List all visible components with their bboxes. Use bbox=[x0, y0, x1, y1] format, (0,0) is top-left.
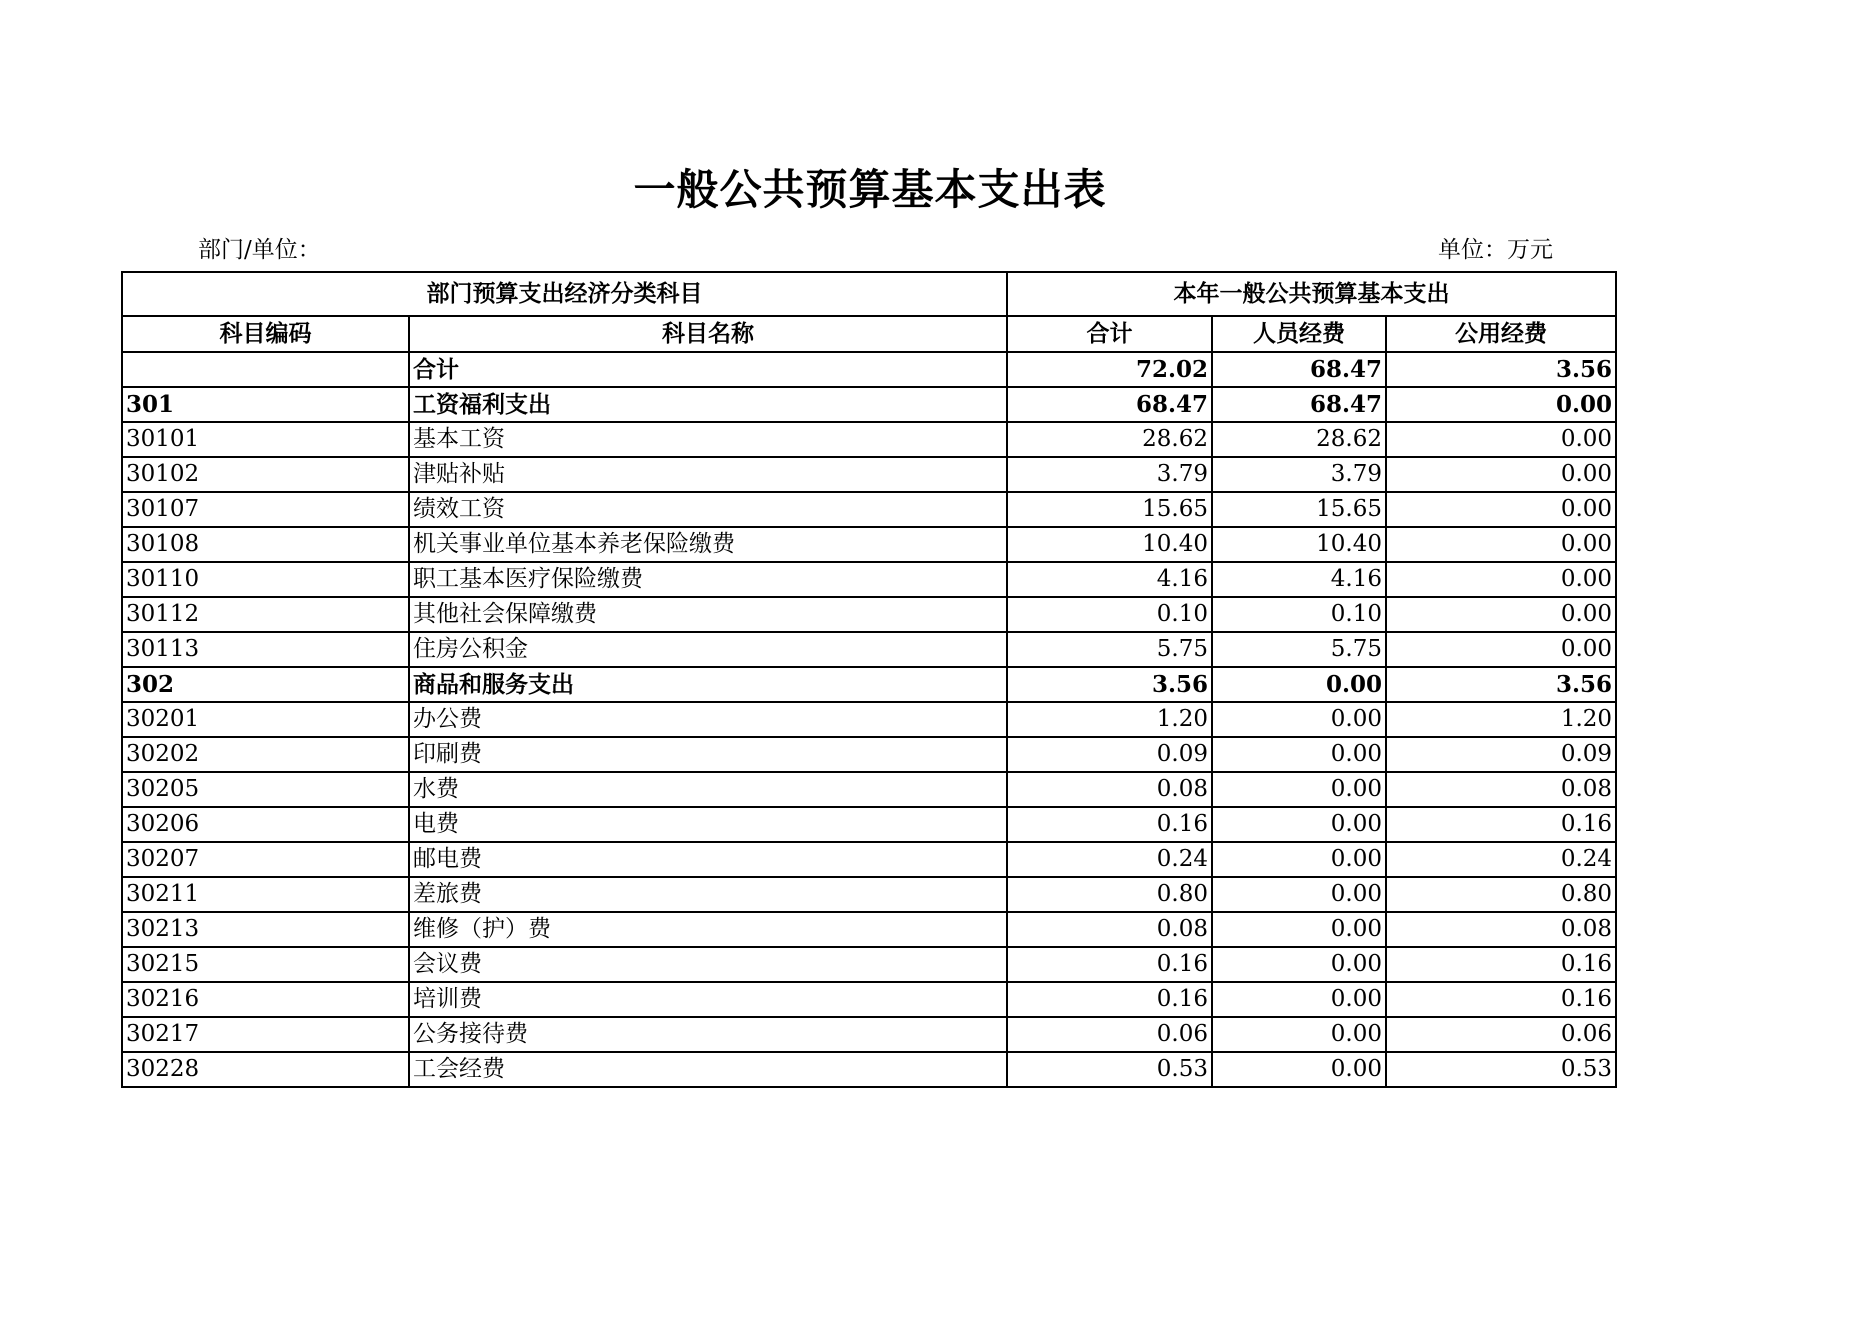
table-row bbox=[122, 702, 1616, 737]
table-row bbox=[122, 632, 1616, 667]
table-row bbox=[122, 457, 1616, 492]
cell-total: 0.08 bbox=[1007, 772, 1212, 807]
cell-code: 301 bbox=[122, 387, 409, 422]
cell-personnel: 0.00 bbox=[1212, 982, 1386, 1017]
cell-personnel: 0.00 bbox=[1212, 842, 1386, 877]
cell-total: 0.16 bbox=[1007, 947, 1212, 982]
cell-name: 邮电费 bbox=[409, 842, 1007, 877]
cell-public: 0.00 bbox=[1386, 597, 1616, 632]
cell-personnel: 5.75 bbox=[1212, 632, 1386, 667]
cell-public: 0.16 bbox=[1386, 947, 1616, 982]
cell-public: 0.16 bbox=[1386, 982, 1616, 1017]
cell-personnel: 68.47 bbox=[1212, 387, 1386, 422]
table-row bbox=[122, 912, 1616, 947]
cell-personnel: 15.65 bbox=[1212, 492, 1386, 527]
column-header-personnel: 人员经费 bbox=[1212, 316, 1386, 352]
table-row bbox=[122, 877, 1616, 912]
cell-public: 0.08 bbox=[1386, 772, 1616, 807]
budget-table bbox=[121, 271, 1617, 1088]
table-row bbox=[122, 562, 1616, 597]
cell-name: 印刷费 bbox=[409, 737, 1007, 772]
cell-personnel: 4.16 bbox=[1212, 562, 1386, 597]
cell-personnel: 0.00 bbox=[1212, 807, 1386, 842]
cell-total: 0.24 bbox=[1007, 842, 1212, 877]
cell-public: 3.56 bbox=[1386, 667, 1616, 702]
cell-public: 0.53 bbox=[1386, 1052, 1616, 1087]
cell-public: 0.00 bbox=[1386, 422, 1616, 457]
cell-code: 30217 bbox=[122, 1017, 409, 1052]
header-group-basic-expenditure: 本年一般公共预算基本支出 bbox=[1007, 272, 1616, 316]
cell-personnel: 0.00 bbox=[1212, 1052, 1386, 1087]
table-row bbox=[122, 667, 1616, 702]
cell-total: 0.10 bbox=[1007, 597, 1212, 632]
column-header-public: 公用经费 bbox=[1386, 316, 1616, 352]
cell-public: 0.09 bbox=[1386, 737, 1616, 772]
cell-name: 公务接待费 bbox=[409, 1017, 1007, 1052]
table-row bbox=[122, 1052, 1616, 1087]
cell-code bbox=[122, 352, 409, 387]
cell-code: 30107 bbox=[122, 492, 409, 527]
cell-total: 0.08 bbox=[1007, 912, 1212, 947]
cell-name: 工会经费 bbox=[409, 1052, 1007, 1087]
cell-code: 30102 bbox=[122, 457, 409, 492]
table-row bbox=[122, 422, 1616, 457]
cell-name: 绩效工资 bbox=[409, 492, 1007, 527]
cell-name: 差旅费 bbox=[409, 877, 1007, 912]
cell-public: 1.20 bbox=[1386, 702, 1616, 737]
cell-name: 培训费 bbox=[409, 982, 1007, 1017]
header-column-row bbox=[122, 316, 1616, 352]
department-label: 部门/单位： bbox=[198, 237, 321, 263]
cell-personnel: 0.00 bbox=[1212, 667, 1386, 702]
cell-total: 72.02 bbox=[1007, 352, 1212, 387]
cell-personnel: 10.40 bbox=[1212, 527, 1386, 562]
cell-personnel: 0.00 bbox=[1212, 947, 1386, 982]
cell-public: 0.16 bbox=[1386, 807, 1616, 842]
cell-personnel: 0.00 bbox=[1212, 912, 1386, 947]
cell-name: 其他社会保障缴费 bbox=[409, 597, 1007, 632]
cell-public: 0.00 bbox=[1386, 527, 1616, 562]
cell-name: 职工基本医疗保险缴费 bbox=[409, 562, 1007, 597]
column-header-total: 合计 bbox=[1007, 316, 1212, 352]
cell-name: 工资福利支出 bbox=[409, 387, 1007, 422]
cell-total: 28.62 bbox=[1007, 422, 1212, 457]
table-row bbox=[122, 807, 1616, 842]
cell-personnel: 0.00 bbox=[1212, 737, 1386, 772]
cell-total: 1.20 bbox=[1007, 702, 1212, 737]
cell-code: 30216 bbox=[122, 982, 409, 1017]
cell-total: 68.47 bbox=[1007, 387, 1212, 422]
cell-total: 0.09 bbox=[1007, 737, 1212, 772]
table-row bbox=[122, 352, 1616, 387]
header-group-row bbox=[122, 272, 1616, 316]
cell-name: 办公费 bbox=[409, 702, 1007, 737]
cell-code: 30112 bbox=[122, 597, 409, 632]
cell-total: 3.56 bbox=[1007, 667, 1212, 702]
table-row bbox=[122, 1017, 1616, 1052]
table-row bbox=[122, 527, 1616, 562]
column-header-name: 科目名称 bbox=[409, 316, 1007, 352]
cell-public: 0.24 bbox=[1386, 842, 1616, 877]
cell-code: 302 bbox=[122, 667, 409, 702]
cell-public: 0.00 bbox=[1386, 562, 1616, 597]
cell-public: 0.00 bbox=[1386, 457, 1616, 492]
cell-personnel: 28.62 bbox=[1212, 422, 1386, 457]
table-row bbox=[122, 842, 1616, 877]
cell-total: 0.80 bbox=[1007, 877, 1212, 912]
cell-total: 10.40 bbox=[1007, 527, 1212, 562]
cell-public: 0.00 bbox=[1386, 632, 1616, 667]
cell-code: 30206 bbox=[122, 807, 409, 842]
cell-total: 0.53 bbox=[1007, 1052, 1212, 1087]
cell-name: 津贴补贴 bbox=[409, 457, 1007, 492]
cell-name: 合计 bbox=[409, 352, 1007, 387]
cell-code: 30213 bbox=[122, 912, 409, 947]
cell-code: 30108 bbox=[122, 527, 409, 562]
cell-personnel: 0.00 bbox=[1212, 772, 1386, 807]
cell-code: 30211 bbox=[122, 877, 409, 912]
cell-code: 30201 bbox=[122, 702, 409, 737]
cell-public: 0.00 bbox=[1386, 492, 1616, 527]
cell-code: 30205 bbox=[122, 772, 409, 807]
table-body bbox=[122, 352, 1616, 1087]
cell-total: 4.16 bbox=[1007, 562, 1212, 597]
cell-personnel: 0.10 bbox=[1212, 597, 1386, 632]
cell-total: 0.06 bbox=[1007, 1017, 1212, 1052]
table-row bbox=[122, 982, 1616, 1017]
cell-code: 30202 bbox=[122, 737, 409, 772]
cell-name: 会议费 bbox=[409, 947, 1007, 982]
cell-code: 30215 bbox=[122, 947, 409, 982]
cell-public: 0.08 bbox=[1386, 912, 1616, 947]
cell-name: 维修（护）费 bbox=[409, 912, 1007, 947]
cell-public: 3.56 bbox=[1386, 352, 1616, 387]
cell-name: 机关事业单位基本养老保险缴费 bbox=[409, 527, 1007, 562]
cell-public: 0.80 bbox=[1386, 877, 1616, 912]
page-title: 一般公共预算基本支出表 bbox=[633, 165, 1107, 214]
table-row bbox=[122, 492, 1616, 527]
cell-personnel: 0.00 bbox=[1212, 702, 1386, 737]
cell-public: 0.00 bbox=[1386, 387, 1616, 422]
cell-code: 30110 bbox=[122, 562, 409, 597]
cell-code: 30101 bbox=[122, 422, 409, 457]
cell-total: 15.65 bbox=[1007, 492, 1212, 527]
table-row bbox=[122, 947, 1616, 982]
cell-name: 水费 bbox=[409, 772, 1007, 807]
table-row bbox=[122, 772, 1616, 807]
cell-code: 30113 bbox=[122, 632, 409, 667]
column-header-code: 科目编码 bbox=[122, 316, 409, 352]
cell-name: 商品和服务支出 bbox=[409, 667, 1007, 702]
cell-name: 电费 bbox=[409, 807, 1007, 842]
header-group-classification: 部门预算支出经济分类科目 bbox=[122, 272, 1007, 316]
cell-name: 住房公积金 bbox=[409, 632, 1007, 667]
cell-personnel: 3.79 bbox=[1212, 457, 1386, 492]
cell-code: 30207 bbox=[122, 842, 409, 877]
cell-name: 基本工资 bbox=[409, 422, 1007, 457]
cell-public: 0.06 bbox=[1386, 1017, 1616, 1052]
cell-code: 30228 bbox=[122, 1052, 409, 1087]
unit-label: 单位：万元 bbox=[1438, 237, 1553, 263]
cell-total: 3.79 bbox=[1007, 457, 1212, 492]
cell-total: 0.16 bbox=[1007, 807, 1212, 842]
cell-total: 0.16 bbox=[1007, 982, 1212, 1017]
table-row bbox=[122, 597, 1616, 632]
table-row bbox=[122, 387, 1616, 422]
cell-personnel: 68.47 bbox=[1212, 352, 1386, 387]
cell-total: 5.75 bbox=[1007, 632, 1212, 667]
cell-personnel: 0.00 bbox=[1212, 1017, 1386, 1052]
cell-personnel: 0.00 bbox=[1212, 877, 1386, 912]
table-row bbox=[122, 737, 1616, 772]
